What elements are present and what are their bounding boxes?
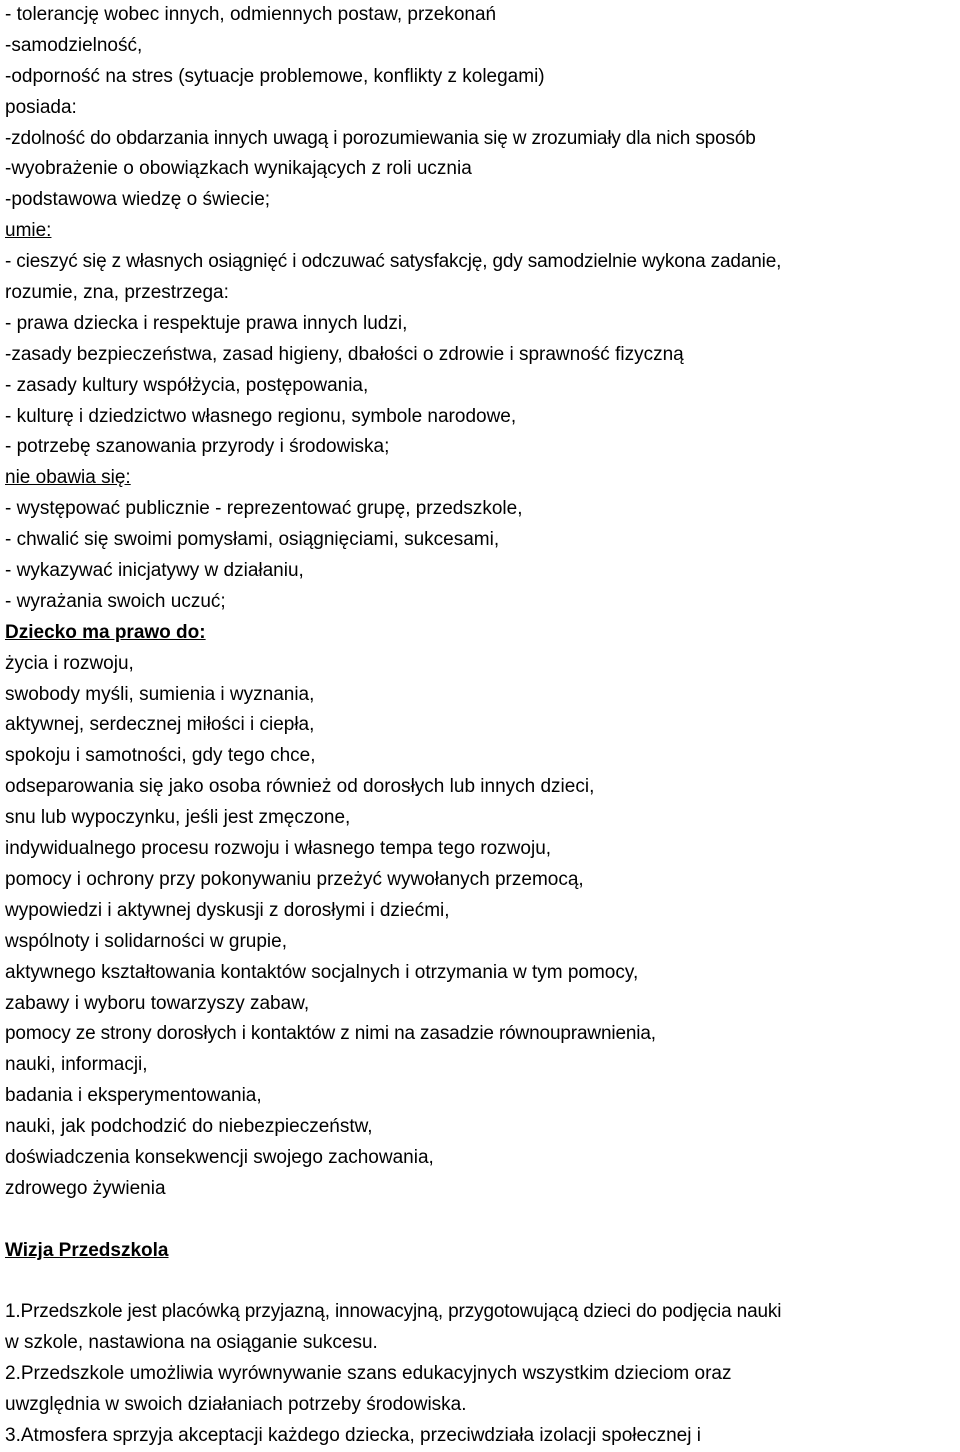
paragraph-line: 1.Przedszkole jest placówką przyjazną, innowacyjną, przygotowującą dzieci do podjęcia nauki	[5, 1301, 782, 1323]
list-item: doświadczenia konsekwencji swojego zachowania,	[5, 1146, 434, 1168]
list-item: spokoju i samotności, gdy tego chce,	[5, 745, 316, 767]
section-heading-wizja-przedszkola: Wizja Przedszkola	[5, 1239, 169, 1261]
list-item: odseparowania się jako osoba również od dorosłych lub innych dzieci,	[5, 776, 595, 798]
section-heading-dziecko-ma-prawo: Dziecko ma prawo do:	[5, 621, 206, 643]
list-item: życia i rozwoju,	[5, 652, 134, 674]
text-line: - wyrażania swoich uczuć;	[5, 590, 226, 612]
list-item: pomocy ze strony dorosłych i kontaktów z nimi na zasadzie równouprawnienia,	[5, 1023, 656, 1045]
text-line: - zasady kultury współżycia, postępowania,	[5, 374, 369, 396]
text-line: -podstawowa wiedzę o świecie;	[5, 189, 271, 211]
text-line: - tolerancję wobec innych, odmiennych postaw, przekonań	[5, 4, 497, 25]
list-item: aktywnej, serdecznej miłości i ciepła,	[5, 714, 315, 736]
text-line: -samodzielność,	[5, 34, 143, 56]
text-line: - występować publicznie - reprezentować grupę, przedszkole,	[5, 498, 523, 520]
text-line: - prawa dziecka i respektuje prawa innych ludzi,	[5, 312, 408, 334]
blank-line	[5, 1267, 957, 1298]
section-label-nie-obawia-sie: nie obawia się:	[5, 467, 131, 489]
list-item: swobody myśli, sumienia i wyznania,	[5, 683, 315, 705]
text-line: -wyobrażenie o obowiązkach wynikających z roli ucznia	[5, 158, 472, 180]
list-item: snu lub wypoczynku, jeśli jest zmęczone,	[5, 807, 351, 829]
list-item: pomocy i ochrony przy pokonywaniu przeżyć wywołanych przemocą,	[5, 868, 584, 890]
list-item: aktywnego kształtowania kontaktów socjalnych i otrzymania w tym pomocy,	[5, 961, 639, 983]
text-line: -odporność na stres (sytuacje problemowe, konflikty z kolegami)	[5, 65, 545, 87]
section-label-umie: umie:	[5, 220, 52, 242]
list-item: indywidualnego procesu rozwoju i własnego tempa tego rozwoju,	[5, 838, 552, 860]
text-line: - wykazywać inicjatywy w działaniu,	[5, 560, 304, 582]
blank-line	[5, 1205, 957, 1236]
list-item: nauki, informacji,	[5, 1054, 148, 1076]
text-line: - potrzebę szanowania przyrody i środowiska;	[5, 436, 390, 458]
text-line: -zdolność do obdarzania innych uwagą i porozumiewania się w zrozumiały dla nich sposób	[5, 127, 756, 149]
list-item: zdrowego żywienia	[5, 1177, 166, 1199]
text-line: - kulturę i dziedzictwo własnego regionu, symbole narodowe,	[5, 405, 517, 427]
section-label-posiada: posiada:	[5, 96, 77, 118]
paragraph-line: w szkole, nastawiona na osiąganie sukcesu.	[5, 1332, 378, 1354]
list-item: nauki, jak podchodzić do niebezpieczeństw,	[5, 1116, 373, 1138]
text-line: - chwalić się swoimi pomysłami, osiągnięciami, sukcesami,	[5, 529, 500, 551]
list-item: zabawy i wyboru towarzyszy zabaw,	[5, 992, 310, 1014]
section-label-rozumie: rozumie, zna, przestrzega:	[5, 282, 229, 304]
document-page	[5, 0, 957, 1452]
paragraph-line: 2.Przedszkole umożliwia wyrównywanie szans edukacyjnych wszystkim dzieciom oraz	[5, 1363, 732, 1385]
paragraph-line: uwzględnia w swoich działaniach potrzeby środowiska.	[5, 1394, 467, 1416]
list-item: wspólnoty i solidarności w grupie,	[5, 930, 287, 952]
list-item: badania i eksperymentowania,	[5, 1085, 262, 1107]
list-item: wypowiedzi i aktywnej dyskusji z dorosłymi i dziećmi,	[5, 899, 450, 921]
text-line: -zasady bezpieczeństwa, zasad higieny, dbałości o zdrowie i sprawność fizyczną	[5, 343, 684, 365]
paragraph-line: 3.Atmosfera sprzyja akceptacji każdego dziecka, przeciwdziała izolacji społecznej i	[5, 1424, 701, 1446]
text-line: - cieszyć się z własnych osiągnięć i odczuwać satysfakcję, gdy samodzielnie wykona zadanie,	[5, 251, 782, 273]
